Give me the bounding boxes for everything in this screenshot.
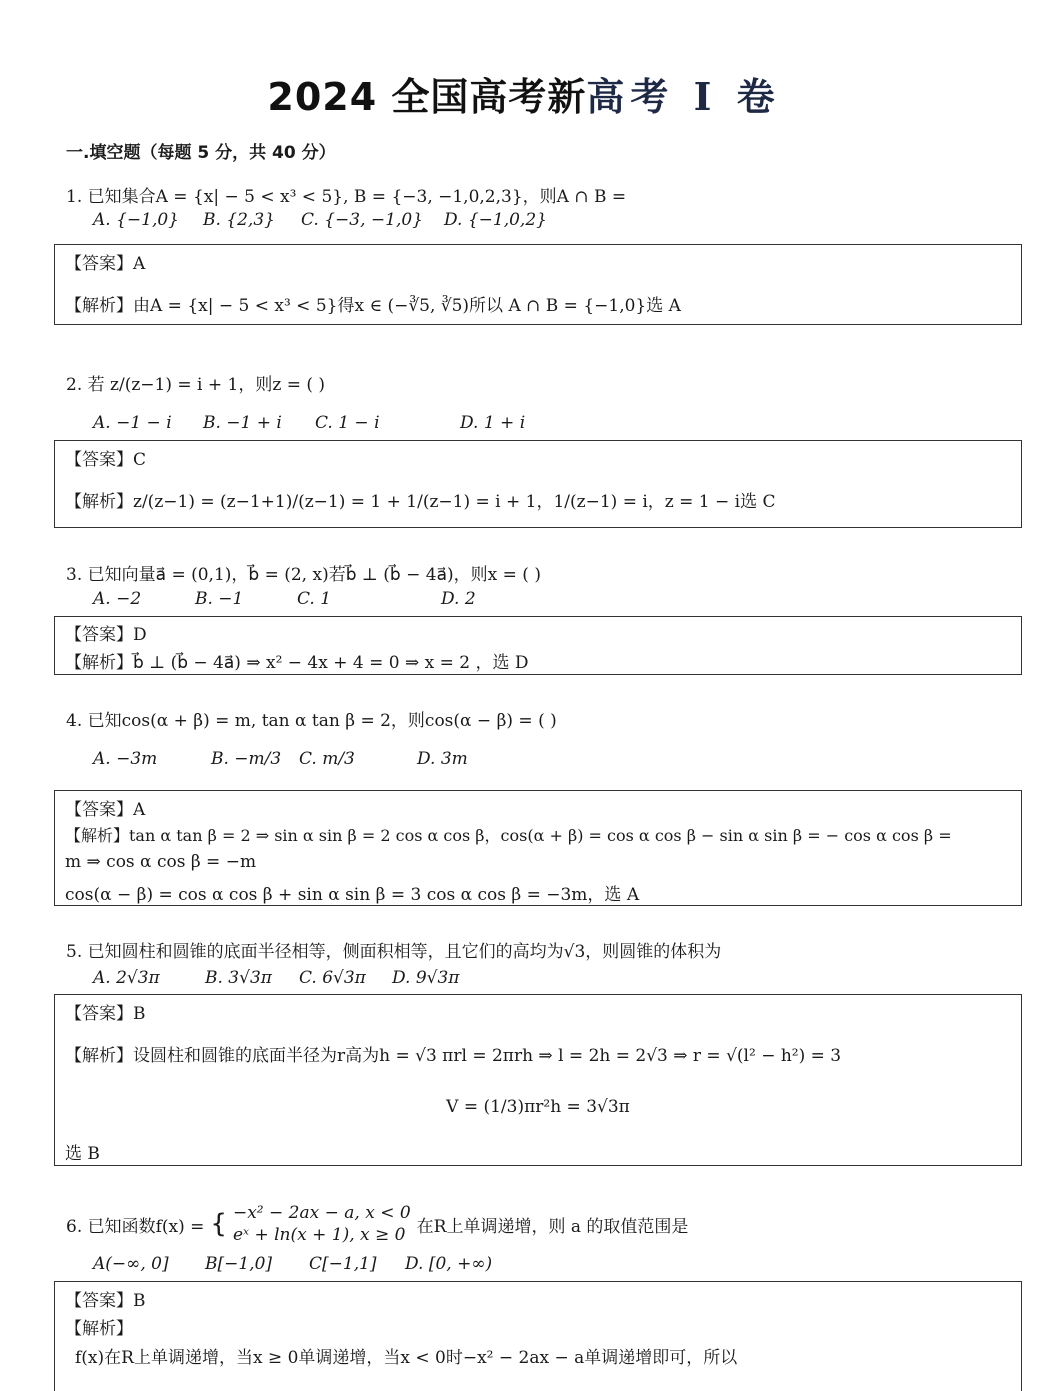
question-6-options [93,1254,492,1274]
q1-option-c: C. {−3, −1,0} [301,210,423,230]
q5-option-d: D. 9√3π [392,968,460,988]
q5-option-b: B. 3√3π [205,968,272,988]
q3-option-b: B. −1 [195,589,244,609]
q6-case-1: −x² − 2ax − a, x < 0 [232,1203,411,1223]
q1-answer: 【答案】A [65,254,146,274]
q6-option-b: B[−1,0] [205,1254,273,1274]
q4-option-c: C. m/3 [299,749,355,769]
question-3-options [93,589,476,609]
title-main: 2024 全国高考新 [267,75,587,119]
title-alt: 高考 I 卷 [586,74,781,119]
question-1-options [93,210,547,230]
q4-answer: 【答案】A [65,800,146,820]
q5-analysis: 【解析】设圆柱和圆锥的底面半径为r高为h = √3 πrl = 2πrh ⇒ l = 2h = 2√3 ⇒ r = √(l² − h²) = 3 [65,1046,842,1066]
q6-option-c: C[−1,1] [309,1254,377,1274]
section-heading: 一.填空题（每题 5 分，共 40 分） [66,143,336,163]
q5-volume-formula: V = (1/3)πr²h = 3√3π [446,1097,630,1117]
q5-conclusion: 选 B [65,1144,100,1164]
question-2-solution-box [54,440,1022,528]
q6-stem-suffix: 在R上单调递增，则 a 的取值范围是 [416,1216,689,1237]
question-1-stem: 1. 已知集合A = {x| − 5 < x³ < 5}, B = {−3, −1,0,2,3}，则A ∩ B = [66,187,627,207]
q1-option-b: B. {2,3} [203,210,275,230]
q6-answer: 【答案】B [65,1291,146,1311]
q2-option-b: B. −1 + i [203,413,282,433]
q5-option-a: A. 2√3π [93,968,160,988]
question-5-stem: 5. 已知圆柱和圆锥的底面半径相等，侧面积相等，且它们的高均为√3，则圆锥的体积为 [66,942,722,962]
question-4-solution-box [54,790,1022,906]
question-6-solution-box [54,1281,1022,1391]
question-1-solution-box [54,244,1022,325]
q5-answer: 【答案】B [65,1004,146,1024]
q4-option-b: B. −m/3 [211,749,282,769]
question-4-stem: 4. 已知cos(α + β) = m, tan α tan β = 2，则cos(α − β) = ( ) [66,711,557,731]
exam-title [0,66,1048,121]
question-6-stem [66,1202,688,1246]
q6-option-a: A(−∞, 0] [93,1254,169,1274]
q6-analysis-label: 【解析】 [65,1319,133,1339]
q2-answer: 【答案】C [65,450,147,470]
q3-analysis: 【解析】b⃗ ⊥ (b⃗ − 4a⃗) ⇒ x² − 4x + 4 = 0 ⇒ x = 2 ，选 D [65,653,529,673]
q4-analysis-line-2: m ⇒ cos α cos β = −m [65,852,257,872]
q6-option-d: D. [0, +∞) [405,1254,493,1274]
q3-option-c: C. 1 [297,589,332,609]
question-5-solution-box [54,994,1022,1166]
question-3-stem: 3. 已知向量a⃗ = (0,1)，b⃗ = (2, x)若b⃗ ⊥ (b⃗ − 4a⃗)，则x = ( ) [66,565,541,585]
q2-option-d: D. 1 + i [460,413,526,433]
q4-analysis-line-3: cos(α − β) = cos α cos β + sin α sin β = 3 cos α cos β = −3m，选 A [65,885,640,905]
q1-option-a: A. {−1,0} [93,210,179,230]
q6-brace: { [210,1209,227,1239]
q6-analysis-line-1: f(x)在R上单调递增，当x ≥ 0单调递增，当x < 0时−x² − 2ax − a单调递增即可，所以 [75,1348,738,1368]
question-2-stem: 2. 若 z/(z−1) = i + 1，则z = ( ) [66,375,326,395]
q2-analysis: 【解析】z/(z−1) = (z−1+1)/(z−1) = 1 + 1/(z−1) = i + 1，1/(z−1) = i，z = 1 − i选 C [65,492,776,512]
q1-analysis: 【解析】由A = {x| − 5 < x³ < 5}得x ∈ (−∛5, ∛5)所以 A ∩ B = {−1,0}选 A [65,296,681,316]
q1-option-d: D. {−1,0,2} [444,210,547,230]
q6-case-2: eˣ + ln(x + 1), x ≥ 0 [232,1225,406,1245]
q5-option-c: C. 6√3π [299,968,366,988]
q4-option-a: A. −3m [93,749,158,769]
q3-option-d: D. 2 [441,589,476,609]
question-4-options [93,749,468,769]
question-5-options [93,968,459,988]
q4-option-d: D. 3m [417,749,468,769]
q3-answer: 【答案】D [65,625,147,645]
q3-option-a: A. −2 [93,589,142,609]
q6-stem-prefix: 6. 已知函数f(x) = [66,1216,205,1237]
question-3-solution-box [54,616,1022,675]
q2-option-a: A. −1 − i [93,413,172,433]
q2-option-c: C. 1 − i [315,413,380,433]
q4-analysis-line-1: 【解析】tan α tan β = 2 ⇒ sin α sin β = 2 cos α cos β，cos(α + β) = cos α cos β − sin α sin β = − cos α cos β = [65,826,952,845]
q6-cases [233,1202,411,1246]
question-2-options [93,413,525,433]
